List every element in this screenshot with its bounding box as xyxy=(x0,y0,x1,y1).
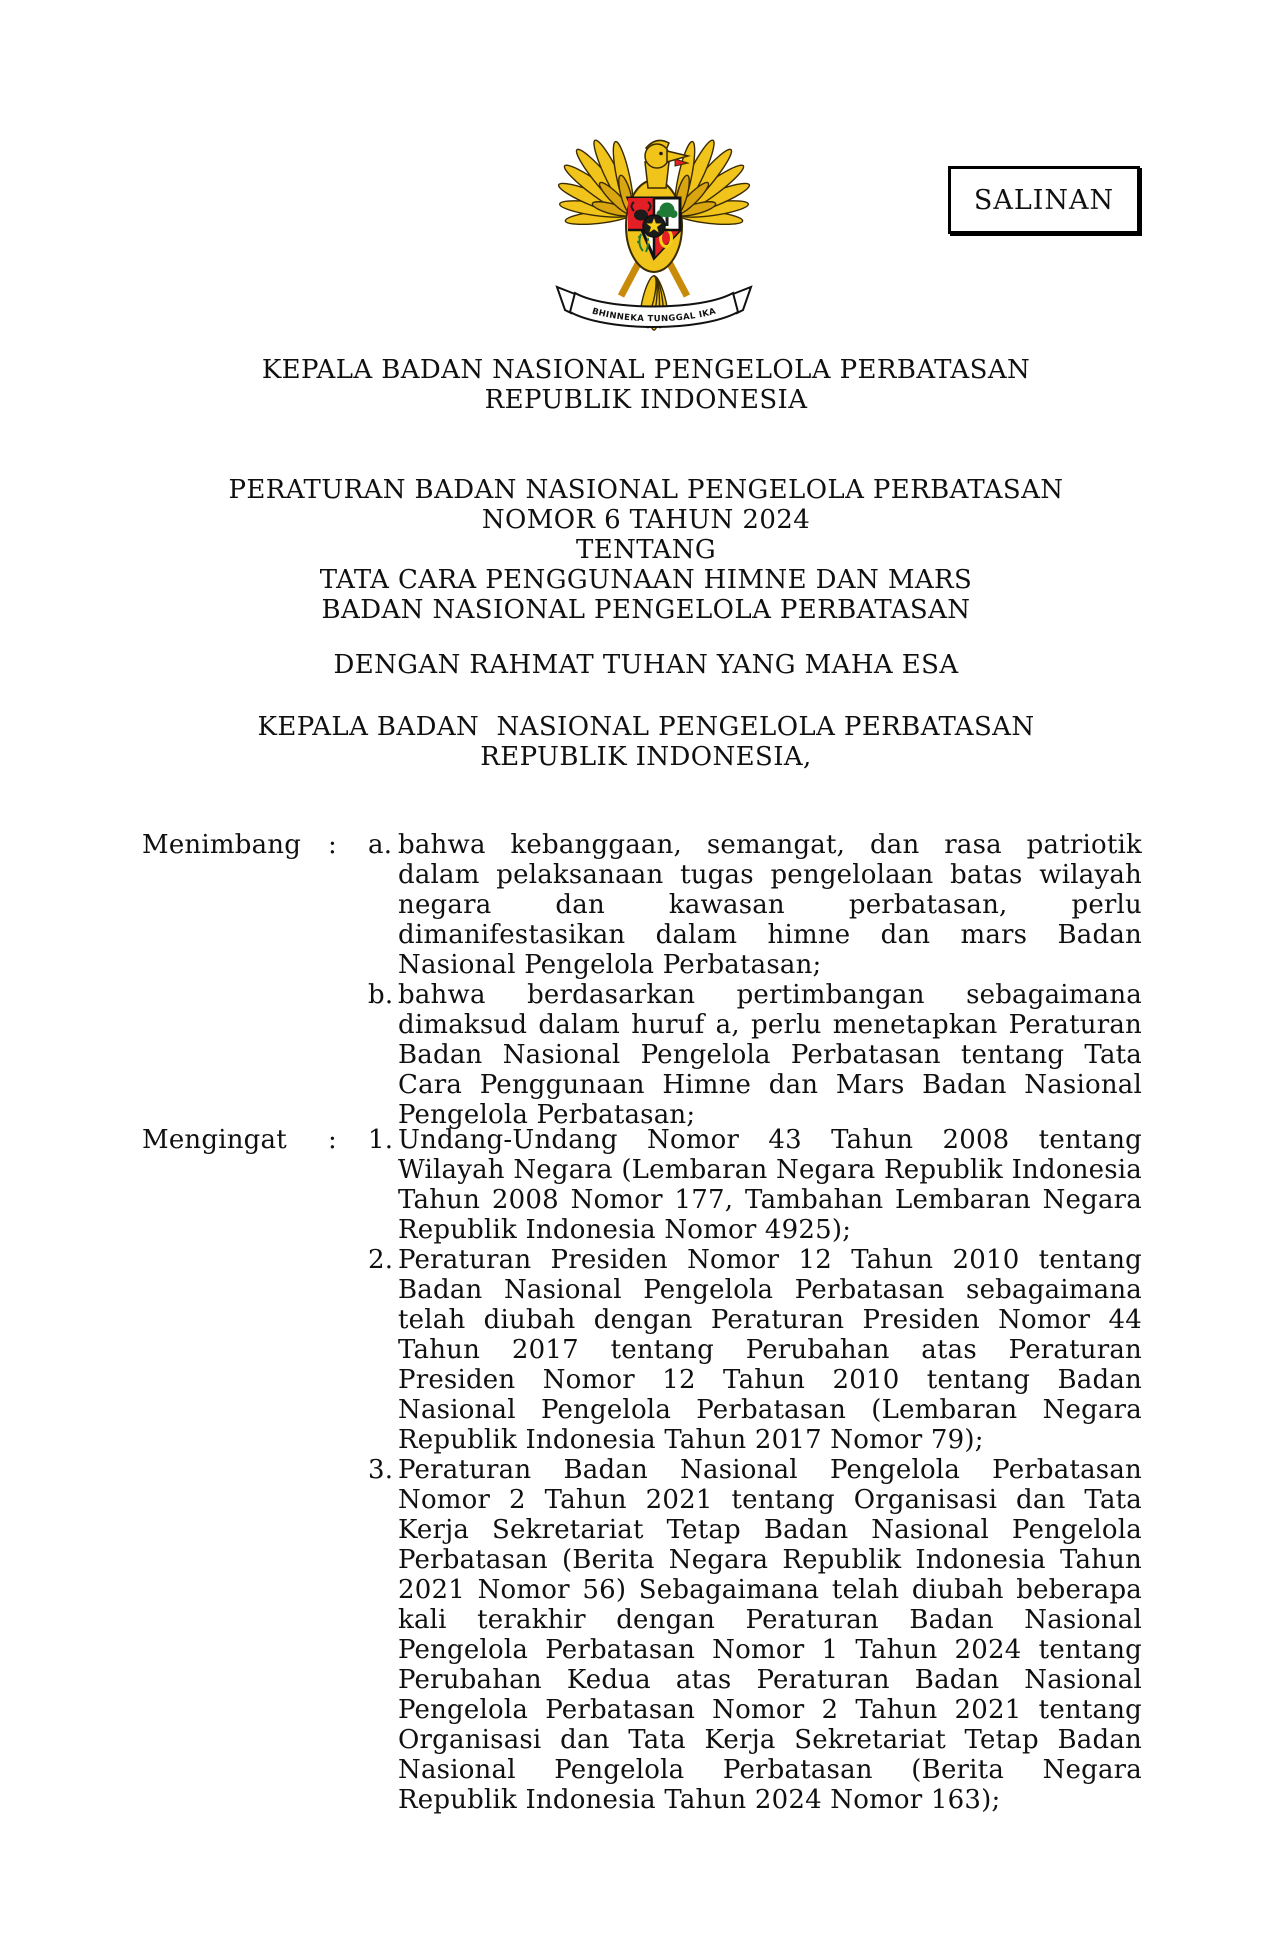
title-subject-line1: TATA CARA PENGGUNAAN HIMNE DAN MARS xyxy=(319,565,973,595)
title-number: NOMOR 6 TAHUN 2024 xyxy=(481,505,811,535)
remembering-item-3 xyxy=(368,1455,1142,1815)
garuda-pancasila-emblem xyxy=(545,126,763,338)
remembering-label: Mengingat xyxy=(142,1125,287,1155)
garuda-pancasila-icon xyxy=(545,126,763,338)
considering-colon: : xyxy=(328,830,337,860)
remembering-colon: : xyxy=(328,1125,337,1155)
item-marker: b. xyxy=(368,980,394,1010)
issuer-line1: KEPALA BADAN NASIONAL PENGELOLA PERBATASAN xyxy=(257,712,1035,742)
item-text: Undang-Undang Nomor 43 Tahun 2008 tentang Wilayah Negara (Lembaran Negara Republik Indonesia Tahun 2008 Nomor 177, Tambahan Lembaran Negara Republik Indonesia Nomor 4925); xyxy=(398,1125,1142,1245)
considering-label: Menimbang xyxy=(142,830,302,860)
item-text: Peraturan Presiden Nomor 12 Tahun 2010 tentang Badan Nasional Pengelola Perbatasan sebagaimana telah diubah dengan Peraturan Presiden Nomor 44 Tahun 2017 tentang Perubahan atas Peraturan Presiden Nomor 12 Tahun 2010 tentang Badan Nasional Pengelola Perbatasan (Lembaran Negara Republik Indonesia Tahun 2017 Nomor 79); xyxy=(398,1245,1142,1455)
issuer xyxy=(142,712,1150,772)
considering-item-a xyxy=(368,830,1142,980)
remembering-items xyxy=(368,1125,1142,1815)
emblem-motto: BHINNEKA TUNGGAL IKA xyxy=(590,306,718,325)
considering-item-b xyxy=(368,980,1142,1130)
item-marker: 3. xyxy=(368,1455,394,1485)
item-text: bahwa kebanggaan, semangat, dan rasa patriotik dalam pelaksanaan tugas pengelolaan batas wilayah negara dan kawasan perbatasan, perlu dimanifestasikan dalam himne dan mars Badan Nasional Pengelola Perbatasan; xyxy=(398,830,1142,980)
title-line1: PERATURAN BADAN NASIONAL PENGELOLA PERBATASAN xyxy=(228,475,1064,505)
title-tentang: TENTANG xyxy=(575,535,717,565)
letterhead-line1: KEPALA BADAN NASIONAL PENGELOLA PERBATASAN xyxy=(261,355,1031,385)
salinan-stamp xyxy=(948,166,1140,234)
considering-items xyxy=(368,830,1142,1130)
item-marker: a. xyxy=(368,830,393,860)
remembering-item-2 xyxy=(368,1245,1142,1455)
invocation xyxy=(142,650,1150,680)
title-subject-line2: BADAN NASIONAL PENGELOLA PERBATASAN xyxy=(321,595,971,625)
issuer-line2: REPUBLIK INDONESIA, xyxy=(480,742,812,772)
remembering-item-1 xyxy=(368,1125,1142,1245)
salinan-label: SALINAN xyxy=(973,184,1115,216)
remembering-section xyxy=(142,1125,1142,1815)
item-text: bahwa berdasarkan pertimbangan sebagaimana dimaksud dalam huruf a, perlu menetapkan Peraturan Badan Nasional Pengelola Perbatasan tentang Tata Cara Penggunaan Himne dan Mars Badan Nasional Pengelola Perbatasan; xyxy=(398,980,1142,1130)
item-marker: 1. xyxy=(368,1125,394,1155)
letterhead xyxy=(142,355,1150,415)
item-marker: 2. xyxy=(368,1245,394,1275)
item-text: Peraturan Badan Nasional Pengelola Perbatasan Nomor 2 Tahun 2021 tentang Organisasi dan Tata Kerja Sekretariat Tetap Badan Nasional Pengelola Perbatasan (Berita Negara Republik Indonesia Tahun 2021 Nomor 56) Sebagaimana telah diubah beberapa kali terakhir dengan Peraturan Badan Nasional Pengelola Perbatasan Nomor 1 Tahun 2024 tentang Perubahan Kedua atas Peraturan Badan Nasional Pengelola Perbatasan Nomor 2 Tahun 2021 tentang Organisasi dan Tata Kerja Sekretariat Tetap Badan Nasional Pengelola Perbatasan (Berita Negara Republik Indonesia Tahun 2024 Nomor 163); xyxy=(398,1455,1142,1815)
letterhead-line2: REPUBLIK INDONESIA xyxy=(484,385,808,415)
considering-section xyxy=(142,830,1142,1130)
regulation-title xyxy=(142,475,1150,625)
invocation-text: DENGAN RAHMAT TUHAN YANG MAHA ESA xyxy=(333,650,959,680)
